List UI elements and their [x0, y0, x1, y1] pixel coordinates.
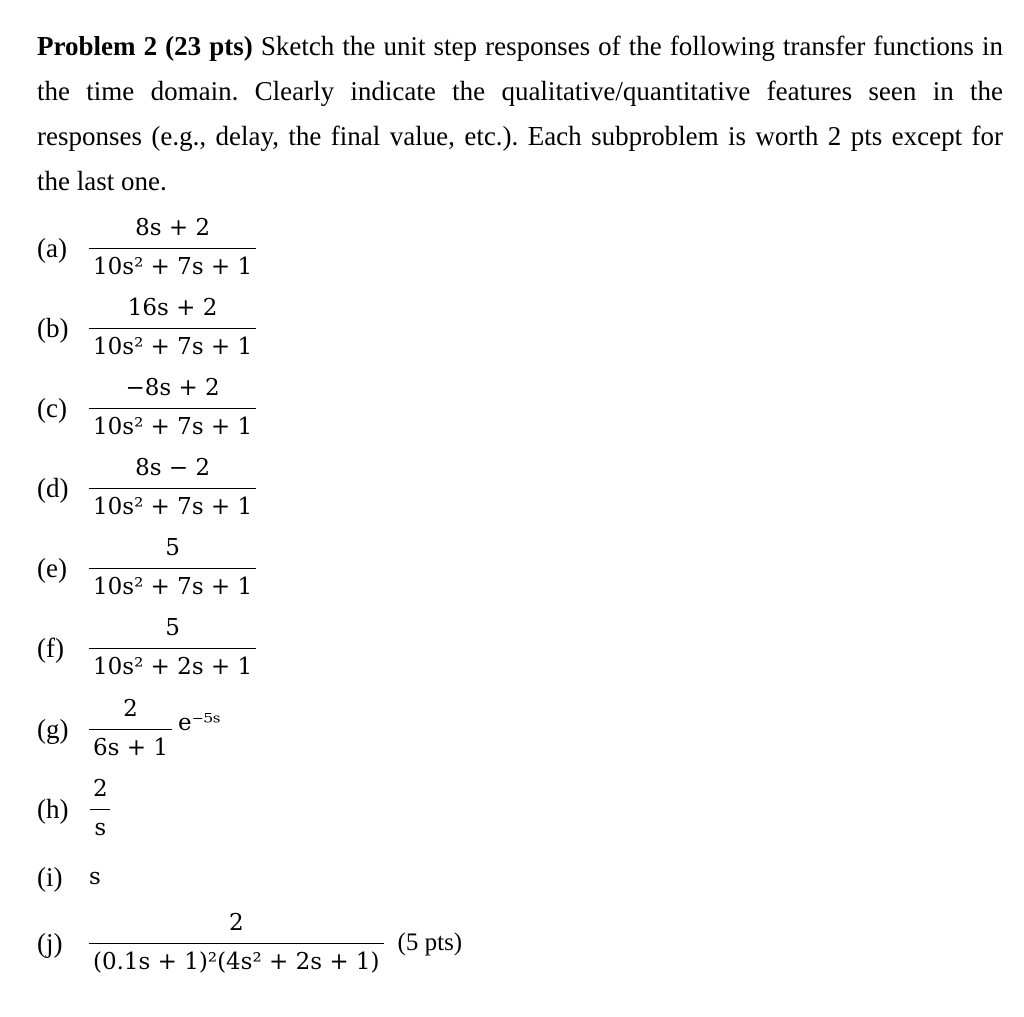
fraction-denominator: 10s² + 7s + 1 [89, 488, 256, 520]
subproblem-label: (e) [37, 552, 67, 583]
subproblem-label: (c) [37, 392, 67, 423]
fraction-denominator: s [90, 809, 110, 841]
fraction-denominator: 10s² + 7s + 1 [89, 408, 256, 440]
points-note: (5 pts) [397, 929, 463, 956]
fraction-numerator: 16s + 2 [127, 295, 218, 322]
fraction-numerator: 5 [165, 535, 180, 562]
subproblem-c [37, 363, 256, 453]
fraction-denominator: 10s² + 7s + 1 [89, 328, 256, 360]
subproblem-label: (j) [37, 927, 63, 958]
subproblem-label: (b) [37, 312, 69, 343]
fraction-denominator: (0.1s + 1)²(4s² + 2s + 1) [89, 943, 384, 975]
fraction-numerator: −8s + 2 [125, 375, 220, 402]
subproblem-f [37, 603, 256, 693]
subproblem-label: (d) [37, 472, 69, 503]
fraction-numerator: 2 [123, 696, 138, 723]
subproblem-j [37, 898, 462, 988]
transfer-function-fraction [89, 616, 256, 680]
subproblem-g [37, 684, 221, 774]
subproblem-label: (g) [37, 713, 69, 744]
transfer-function-expression: s [89, 864, 101, 890]
fraction-numerator: 8s + 2 [135, 215, 211, 242]
problem-text: Sketch the unit step responses of the following transfer functions in the time domain. Clearly indicate the qualitative/quantitative features seen in the responses (e.g., delay, the final value, etc.). Each subproblem is worth 2 pts except for the last one. [37, 31, 1003, 196]
fraction-numerator: 8s − 2 [135, 455, 211, 482]
subproblem-label: (f) [37, 632, 64, 663]
fraction-numerator: 5 [165, 615, 180, 642]
subproblem-e [37, 523, 256, 613]
fraction-denominator: 6s + 1 [89, 729, 172, 761]
subproblem-label: (h) [37, 793, 69, 824]
fraction-denominator: 10s² + 7s + 1 [89, 248, 256, 280]
subproblem-label: (i) [37, 861, 63, 892]
delay-exponential: e⁻⁵ˢ [177, 710, 221, 736]
transfer-function-fraction [89, 697, 172, 761]
transfer-function-fraction [89, 456, 256, 520]
fraction-numerator: 2 [228, 910, 244, 937]
subproblem-list [37, 0, 997, 1017]
problem-heading: Problem 2 (23 pts) [37, 31, 253, 61]
fraction-numerator: 2 [93, 776, 108, 803]
fraction-denominator: 10s² + 7s + 1 [89, 568, 256, 600]
transfer-function-fraction [89, 376, 256, 440]
transfer-function-fraction [89, 216, 256, 280]
transfer-function-fraction [89, 911, 384, 975]
transfer-function-fraction [89, 536, 256, 600]
transfer-function-fraction [89, 296, 256, 360]
fraction-denominator: 10s² + 2s + 1 [89, 648, 256, 680]
subproblem-b [37, 283, 256, 373]
subproblem-a [37, 203, 256, 293]
subproblem-label: (a) [37, 232, 67, 263]
subproblem-d [37, 443, 256, 533]
